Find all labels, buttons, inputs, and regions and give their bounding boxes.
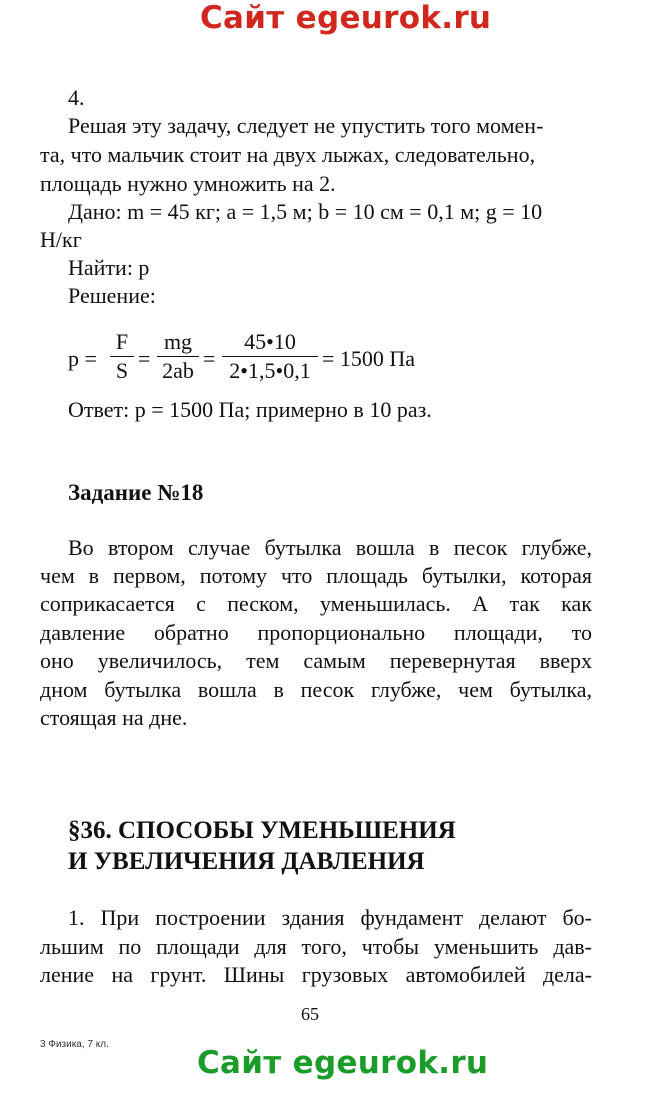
- site-watermark-bottom: Сайт egeurok.ru: [197, 1045, 489, 1081]
- given-line-units: Н/кг: [40, 227, 82, 252]
- find-line: Найти: p: [68, 255, 150, 280]
- fraction-numeric: [222, 330, 318, 383]
- formula-lhs: p =: [68, 346, 97, 371]
- paragraph-line: Решая эту задачу, следует не упустить того момен-: [68, 113, 544, 138]
- paragraph-line: площадь нужно умножить на 2.: [40, 171, 336, 196]
- paragraph-line: ление на грунт. Шины грузовых автомобилей дела-: [40, 962, 592, 987]
- formula-equals: =: [203, 346, 216, 371]
- paragraph-line: дном бутылка вошла в песок глубже, чем бутылка,: [40, 677, 592, 702]
- section-title: §36. СПОСОБЫ УМЕНЬШЕНИЯ: [68, 817, 456, 844]
- fraction-denominator: S: [115, 358, 129, 383]
- page-number: 65: [301, 1004, 319, 1024]
- fraction-bar: [157, 356, 199, 357]
- paragraph-line: чем в первом, потому что площадь бутылки, которая: [40, 563, 592, 588]
- paragraph-line: та, что мальчик стоит на двух лыжах, следовательно,: [40, 142, 536, 167]
- fraction-mg-over-2ab: [157, 330, 199, 383]
- fraction-numerator: 45•10: [244, 329, 296, 354]
- formula-equals: =: [138, 346, 151, 371]
- fraction-bar: [110, 356, 134, 357]
- fraction-numerator: mg: [163, 329, 193, 354]
- paragraph-line: оно увеличилось, тем самым перевернутая вверх: [40, 648, 592, 673]
- fraction-denominator: 2ab: [162, 358, 194, 383]
- site-watermark-top: Сайт egeurok.ru: [200, 0, 492, 36]
- answer-line: Ответ: p = 1500 Па; примерно в 10 раз.: [68, 397, 432, 422]
- paragraph-line: льшим по площади для того, чтобы уменьшить дав-: [40, 934, 592, 959]
- paragraph-line: стоящая на дне.: [40, 705, 188, 730]
- footer-note: 3 Физика, 7 кл.: [40, 1039, 109, 1050]
- fraction-f-over-s: [110, 330, 134, 383]
- paragraph-line: соприкасается с песком, уменьшилась. А так как: [40, 591, 592, 616]
- paragraph-line: давление обратно пропорционально площади, то: [40, 620, 592, 645]
- task-number: 4.: [68, 85, 85, 110]
- solution-label: Решение:: [68, 283, 156, 308]
- fraction-bar: [222, 356, 318, 357]
- given-line: Дано: m = 45 кг; a = 1,5 м; b = 10 см = 0,1 м; g = 10: [68, 199, 543, 224]
- fraction-numerator: F: [115, 329, 129, 354]
- task-heading: Задание №18: [68, 480, 204, 505]
- paragraph-line: 1. При построении здания фундамент делают бо-: [68, 905, 592, 930]
- formula-result: = 1500 Па: [322, 346, 416, 371]
- section-title: И УВЕЛИЧЕНИЯ ДАВЛЕНИЯ: [68, 848, 425, 875]
- fraction-denominator: 2•1,5•0,1: [229, 358, 311, 383]
- paragraph-line: Во втором случае бутылка вошла в песок глубже,: [68, 535, 592, 560]
